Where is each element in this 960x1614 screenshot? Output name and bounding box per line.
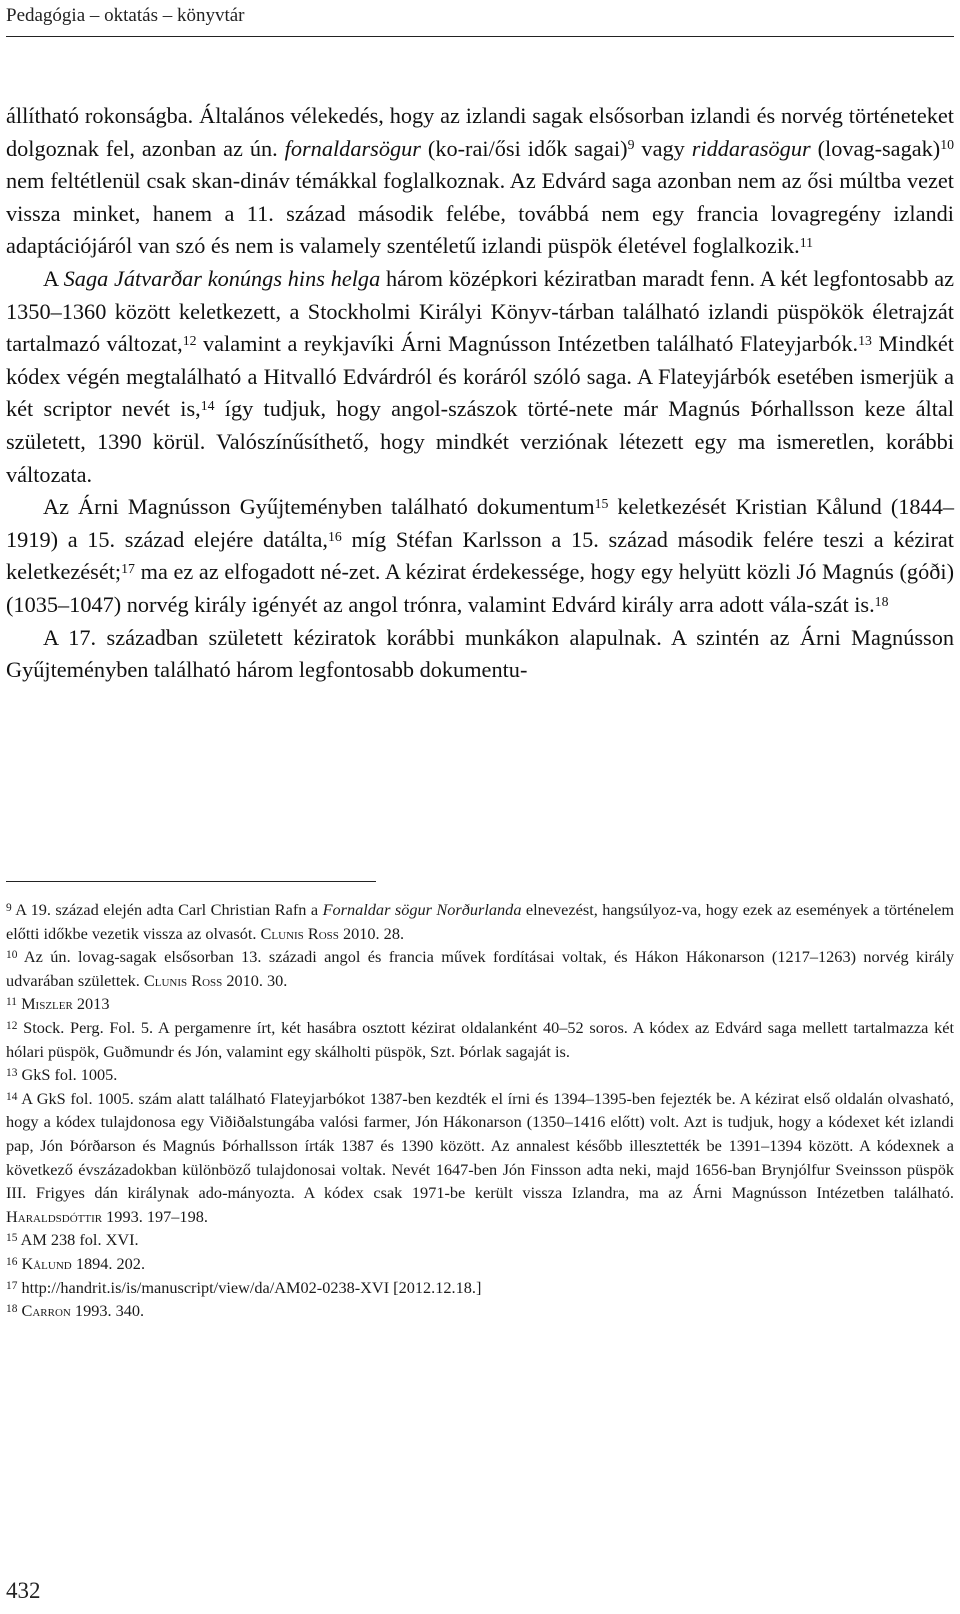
running-header — [6, 2, 954, 37]
footnote-11 — [6, 992, 954, 1016]
footnote-ref: 13 — [858, 332, 872, 348]
footnote-text: 1894. 202. — [71, 1253, 146, 1273]
footnote-text: 2010. 28. — [338, 923, 405, 943]
footnote-author: Haraldsdóttir — [6, 1206, 103, 1226]
footnote-text: 1993. 197–198. — [102, 1206, 208, 1226]
footnote-18 — [6, 1299, 954, 1323]
text-run: állítható rokonságba. Általános vélekedés, hogy az izlandi sagak elsősorban izlandi és norvég történeteket dolgoznak fel, azonban az ún. — [6, 103, 954, 161]
footnotes — [6, 898, 954, 1323]
text-run: keletkezését Kristian Kålund (1844–1919) a 15. század elejére datálta, — [6, 494, 954, 552]
footnote-text: 2010. 30. — [222, 970, 288, 990]
paragraph-3 — [6, 491, 954, 621]
footnote-text: elnevezést, hangsúlyoz-va, hogy ezek az események a történelem előtti időkbe vezetik vissza az olvasót. — [6, 900, 955, 943]
footnote-author: Clunis Ross — [143, 970, 223, 990]
footnote-italic: Fornaldar sögur Norðurlanda — [322, 900, 522, 919]
footnote-15 — [6, 1228, 954, 1252]
footnote-author: Kålund — [21, 1253, 72, 1273]
text-run: A — [43, 265, 64, 291]
text-run: így tudjuk, hogy angol-szászok törté-nete már Magnús Þórhallsson keze által született, 1390 körül. Valószínűsíthető, hogy mindkét verziónak létezett egy ma ismeretlen, korábbi változata. — [6, 396, 954, 487]
paragraph-2 — [6, 263, 954, 491]
footnote-author: Clunis Ross — [260, 923, 339, 943]
footnote-14 — [6, 1087, 954, 1229]
footnote-number: 15 — [6, 1232, 18, 1245]
text-run: Az Árni Magnússon Gyűjteményben található dokumentum — [43, 494, 595, 520]
footnote-17 — [6, 1276, 954, 1300]
footnote-number: 13 — [6, 1067, 18, 1080]
footnote-16 — [6, 1252, 954, 1276]
footnote-ref: 15 — [594, 495, 609, 511]
paragraph-4: A 17. században született kéziratok korábbi munkákon alapulnak. A szintén az Árni Magnússon Gyűjteményben található három legfontosabb dokumentu- — [6, 624, 954, 683]
footnote-separator — [6, 881, 376, 882]
footnote-text: 1993. 340. — [70, 1301, 145, 1321]
footnote-ref: 9 — [627, 137, 635, 153]
text-run: ma ez az elfogadott né-zet. A kézirat érdekessége, hogy egy helyütt közli Jó Magnús (góði) (1035–1047) norvég király igényét az angol trónra, valamint Edvárd király arra adott vála-szát is. — [6, 559, 954, 617]
footnote-text: 2013 — [72, 994, 110, 1014]
text-run: vagy — [634, 135, 692, 161]
footnote-text: GkS fol. 1005. — [17, 1065, 118, 1085]
footnote-ref: 12 — [182, 332, 197, 348]
footnote-number: 14 — [6, 1090, 18, 1103]
text-run: míg Stéfan Karlsson a 15. század második felére teszi a kézirat keletkezését; — [6, 526, 954, 585]
footnote-ref: 17 — [121, 561, 135, 577]
footnote-number: 18 — [6, 1303, 18, 1316]
footnote-text: Stock. Perg. Fol. 5. A pergamenre írt, két hasábra osztott kézirat oldalanként 40–52 soros. A kódex az Edvárd saga mellett tartalmazza két hólari püspök, Guðmundr és Jón, valamint egy skálholti püspök, Szt. Þórlak sagaját is. — [6, 1017, 954, 1061]
footnote-text: Az ún. lovag-sagak elsősorban 13. századi angol és francia művek fordításai voltak, és Hákon Hákonarson (1217–1263) norvég király udvarában születtek. — [6, 947, 954, 990]
footnote-number: 11 — [6, 996, 17, 1009]
footnote-number: 10 — [6, 949, 18, 962]
footnote-12 — [6, 1016, 954, 1063]
italic-title: Saga Játvarðar konúngs hins helga — [63, 265, 381, 291]
text-run: (ko-rai/ősi idők sagai) — [420, 135, 628, 161]
footnote-ref: 10 — [940, 137, 955, 153]
footnote-10 — [6, 945, 954, 992]
text-run: valamint a reykjavíki Árni Magnússon Intézetben található Flateyjarbók. — [196, 331, 859, 357]
text-run: Mindkét kódex végén megtalálható a Hitvalló Edvárdról és koráról szóló saga. A Flateyjárbók esetében ismerjük a két scriptor nevét is, — [6, 331, 954, 422]
footnote-number: 16 — [6, 1255, 18, 1268]
text-run: három középkori kéziratban maradt fenn. A két legfontosabb az 1350–1360 között keletkezett, a Stockholmi Királyi Könyv-tárban található izlandi püspökök életrajzát tartalmazó változat, — [6, 265, 954, 357]
footnote-text: A GkS fol. 1005. szám alatt található Flateyjarbókot 1387-ben kezdték el írni és 1394–1395-ben fejezték be. A kézirat első oldalán olvasható, hogy a kódex tulajdonosa egy Viðiðalstungába valósi farmer, Jón Hákonarson (1350–1416 előtt) volt. Azt is tudjuk, hogy a kódexet két izlandi pap, Jón Þórðarson és Magnús Þórhallsson írták 1387 és 1390 között. Az annalest később illesztették be 1391–1394 között. A kódexnek a következő évszázadokban különböző tulajdonosai voltak. Nevét 1647-ben Jón Finsson adta neki, majd 1656-ban Brynjólfur Sveinsson püspök III. Frigyes dán királynak ado-mányozta. A kódex csak 1971-be került vissza Izlandra, ma az Árni Magnússon Intézetben található. — [6, 1088, 954, 1203]
paragraph-1 — [6, 100, 954, 263]
footnote-13 — [6, 1063, 954, 1087]
footnote-ref: 18 — [874, 593, 889, 609]
footnote-ref: 11 — [799, 235, 814, 251]
footnote-number: 9 — [6, 902, 12, 915]
footnote-ref: 14 — [200, 398, 215, 414]
text-run: nem feltétlenül csak skan-dináv témákkal foglalkoznak. Az Edvárd saga azonban nem az ősi múltba vezet vissza minket, hanem a 11. század második felébe, továbbá nem egy francia lovagregény izlandi adaptációjáról van szó és nem is valamely szentéletű izlandi püspök életével foglalkozik. — [6, 168, 954, 259]
text-run: (lovag-sagak) — [810, 135, 941, 161]
page-number: 432 — [6, 1578, 41, 1603]
running-header-title: Pedagógia – oktatás – könyvtár — [6, 5, 245, 26]
footnote-author: Miszler — [21, 994, 73, 1014]
footnote-author: Carron — [21, 1301, 71, 1321]
footnote-ref: 16 — [327, 528, 342, 544]
footnote-9 — [6, 898, 954, 945]
italic-term: fornaldarsögur — [284, 135, 421, 161]
footnote-text: AM 238 fol. XVI. — [17, 1230, 139, 1250]
italic-term: riddarasögur — [691, 135, 811, 161]
footnote-number: 12 — [6, 1019, 18, 1032]
footnote-text: A 19. század elején adta Carl Christian Rafn a — [11, 900, 323, 919]
footnote-text: http://handrit.is/is/manuscript/view/da/AM02-0238-XVI [2012.12.18.] — [17, 1277, 482, 1297]
main-text — [6, 100, 954, 687]
footnote-number: 17 — [6, 1279, 18, 1292]
